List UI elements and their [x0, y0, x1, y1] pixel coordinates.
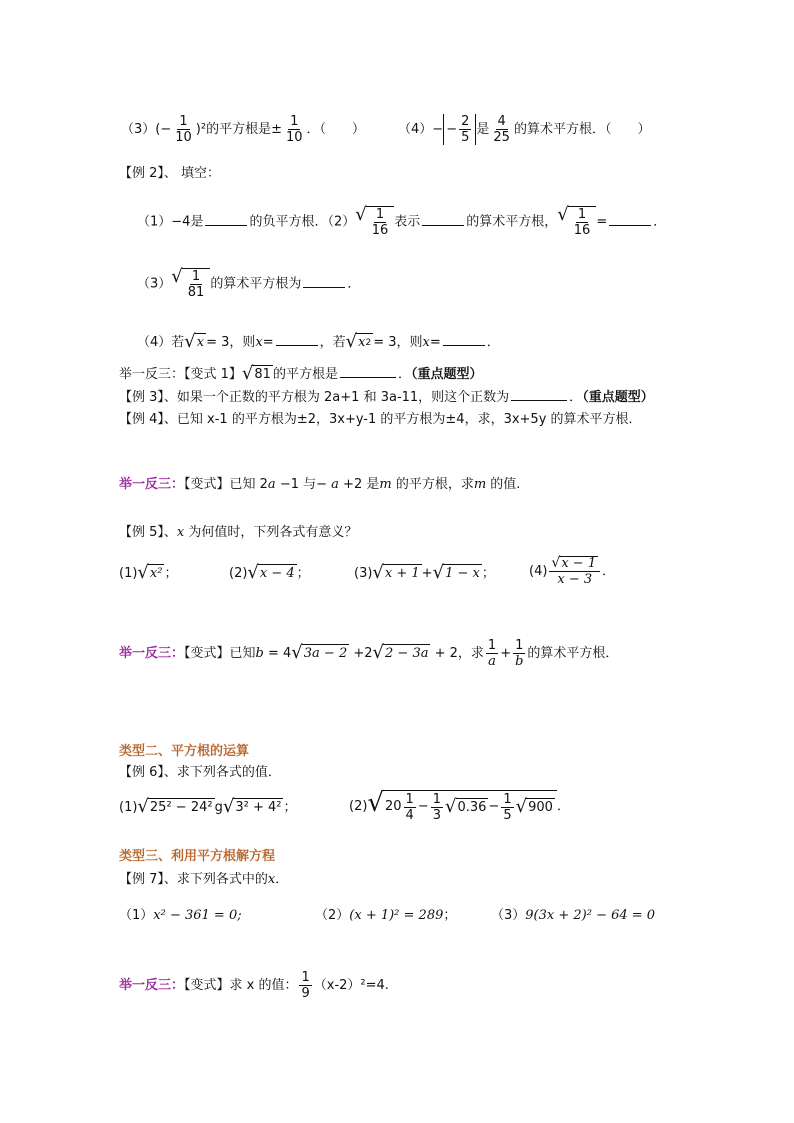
variable: b	[255, 646, 264, 661]
example-4: 【例 4】、已知 x-1 的平方根为±2，3x+y-1 的平方根为±4，求，3x+5y 的算术平方根．	[119, 412, 642, 427]
denominator: 10	[285, 130, 303, 145]
text: 的算术平方根．	[527, 646, 619, 661]
text: ．	[397, 367, 411, 382]
example-2-title: 【例 2】、 填空：	[119, 166, 221, 181]
variable: x	[255, 335, 263, 350]
text: =	[429, 335, 441, 350]
radicand: 81	[254, 367, 271, 382]
answer-blank[interactable]	[609, 213, 651, 226]
text: = 3，则	[373, 335, 423, 350]
text: ．	[569, 390, 583, 405]
item-label: (4)	[529, 564, 548, 579]
radicand: 3² + 4²	[235, 800, 282, 815]
sqrt: √ x + 1	[372, 562, 420, 583]
key-question-tag: （重点题型）	[410, 367, 483, 382]
radicand: 900	[528, 799, 553, 815]
denominator: 3	[432, 807, 442, 823]
text: −	[417, 799, 429, 814]
text: = 4	[263, 646, 292, 661]
radicand: 3a − 2	[303, 646, 348, 661]
numerator: 4	[497, 114, 506, 129]
text: g	[214, 800, 223, 815]
variable: m	[473, 477, 487, 492]
item-label: （3）	[121, 122, 156, 137]
item-1	[119, 562, 177, 583]
variation-4	[119, 970, 389, 1001]
numerator: 1	[191, 269, 201, 284]
example-2-item-1	[137, 206, 666, 238]
numerator: 1	[487, 638, 497, 653]
text: =	[262, 335, 274, 350]
numerator: 1	[179, 114, 188, 129]
answer-blank[interactable]	[443, 333, 485, 346]
variation-2	[119, 473, 520, 492]
text: ．	[347, 276, 361, 292]
item-4	[529, 556, 615, 587]
text: 的算术平方根，	[466, 214, 558, 230]
item-label: （1）	[137, 214, 172, 230]
fraction	[459, 114, 471, 145]
text: +	[500, 646, 512, 661]
variation-1	[119, 363, 482, 384]
text: 【变式】求 x 的值：	[184, 978, 298, 993]
absolute-value	[443, 114, 476, 145]
fraction	[173, 114, 194, 145]
text: ．	[653, 214, 667, 230]
numerator: 2	[461, 114, 470, 129]
item-label: (3)	[354, 566, 373, 581]
text: 表示	[394, 214, 421, 230]
variable: x	[422, 335, 430, 350]
text: 举一反三：【变式 1】	[119, 367, 242, 382]
radicand: 0.36	[457, 799, 487, 815]
text: ；	[296, 566, 310, 581]
exercise-1-4	[398, 114, 650, 145]
numerator: 1	[432, 791, 442, 807]
equation: x² − 361 = 0;	[153, 908, 242, 923]
text: ．	[275, 872, 289, 887]
sqrt: √ 20 $\frac{1}{4}$ − $\frac{1}{3}$ √ 0.36 − $\frac{1}{5}$ √ 900	[367, 790, 557, 823]
numerator: 1	[405, 791, 414, 807]
item-label: （1）	[119, 908, 154, 923]
numerator: 1	[290, 114, 299, 129]
text: 【变式】已知	[184, 646, 256, 661]
text: 是	[476, 122, 490, 137]
radicand: x	[358, 335, 366, 350]
numerator: 1	[577, 207, 587, 222]
variable: m	[379, 477, 392, 492]
text: ．（ ）	[306, 122, 366, 137]
sqrt: √ 3² + 4²	[222, 796, 282, 817]
sqrt: √ x − 4	[247, 562, 295, 583]
text: +2	[349, 646, 373, 661]
sqrt: √ 25² − 24²	[137, 796, 213, 817]
item-label: （3）	[491, 908, 526, 923]
example-2-item-4	[137, 331, 500, 352]
text: −	[446, 122, 458, 137]
section-type-2: 类型二、平方根的运算	[119, 744, 250, 759]
numerator: 1	[515, 638, 524, 653]
text: = 3，则	[206, 335, 256, 350]
item-label: （2）	[315, 908, 350, 923]
sqrt: √ 3a − 2	[291, 642, 348, 663]
text: 的算术平方根为	[210, 276, 302, 292]
practice-label: 举一反三：	[119, 978, 185, 993]
radicand: 1 − x	[445, 566, 480, 581]
item-label: (1)	[119, 800, 138, 815]
fraction	[299, 970, 311, 1001]
denominator: 16	[371, 223, 389, 238]
sqrt: √ 0.36	[445, 795, 487, 817]
key-question-tag: （重点题型）	[582, 390, 654, 405]
radicand: x − 4	[259, 566, 295, 581]
text: 【例 7】、求下列各式中的	[119, 872, 268, 887]
example-6: 【例 6】、求下列各式的值．	[119, 765, 281, 780]
fraction	[370, 207, 391, 238]
text: 为何值时，下列各式有意义？	[184, 525, 358, 540]
answer-blank[interactable]	[276, 333, 318, 346]
fraction	[572, 207, 593, 238]
exercise-1-3	[121, 114, 365, 145]
equation: (x + 1)² = 289	[349, 908, 444, 923]
text: ．	[602, 564, 616, 579]
text: )²的平方根是±	[195, 122, 282, 137]
fraction	[491, 114, 512, 145]
denominator: 9	[301, 986, 310, 1001]
practice-label: 举一反三：	[119, 646, 185, 661]
item-2	[315, 904, 456, 923]
fraction	[431, 792, 443, 823]
variable: a	[267, 477, 276, 492]
example-7	[119, 868, 288, 887]
answer-blank[interactable]	[340, 365, 396, 378]
text: −	[488, 799, 500, 814]
text: 的负平方根．（2）	[249, 214, 356, 230]
text: −	[432, 122, 444, 137]
item-1	[119, 904, 242, 923]
practice-label: 举一反三：	[119, 477, 185, 492]
text: =	[596, 214, 608, 230]
denominator: 5	[503, 807, 512, 823]
text: 的平方根是	[272, 367, 338, 382]
fraction	[404, 792, 416, 823]
item-2	[349, 790, 570, 823]
text: 【例 5】、	[119, 525, 177, 540]
example-5	[119, 521, 357, 540]
sqrt: √ $\frac{1}{16}$	[557, 206, 596, 238]
answer-blank[interactable]	[511, 388, 567, 401]
numerator: 1	[503, 791, 512, 807]
item-label: (2)	[229, 566, 248, 581]
fraction	[186, 269, 207, 300]
text: ；	[443, 908, 457, 923]
example-3	[119, 386, 654, 405]
variation-3	[119, 638, 618, 669]
variable: x	[267, 872, 276, 887]
radicand: x − 1	[561, 556, 597, 571]
text: (−	[155, 122, 172, 137]
text: ；	[164, 566, 178, 581]
text: + 2，求	[430, 646, 484, 661]
denominator: 5	[461, 130, 470, 145]
denominator: 16	[573, 223, 591, 238]
text: ；	[283, 800, 297, 815]
sqrt: √ $\frac{1}{16}$	[355, 206, 394, 238]
sqrt: √ 2 − 3a	[372, 642, 429, 663]
item-3	[491, 904, 655, 923]
denominator: 25	[493, 130, 510, 145]
text: 【变式】已知 2	[184, 477, 268, 492]
numerator: 1	[301, 970, 310, 985]
sqrt: √ 1 − x	[432, 562, 480, 583]
denominator: 81	[187, 285, 205, 300]
text: ．	[556, 799, 570, 814]
item-label: (1)	[119, 566, 138, 581]
denominator: 4	[405, 807, 414, 823]
fraction	[513, 638, 525, 669]
sqrt: √ 81	[241, 363, 271, 384]
numerator: 1	[375, 207, 385, 222]
radicand: x	[196, 335, 205, 350]
text: 【例 3】、如果一个正数的平方根为 2a+1 和 3a-11，则这个正数为	[119, 390, 510, 405]
radicand: 2 − 3a	[385, 646, 429, 661]
fraction	[284, 114, 305, 145]
item-label: （3）	[137, 276, 172, 292]
text: +2 是	[338, 477, 380, 492]
text: 的值.	[486, 477, 521, 492]
item-label: （4）	[398, 122, 433, 137]
item-label: (2)	[349, 799, 368, 814]
text: （x-2）²=4.	[313, 978, 389, 993]
text: ，若	[319, 335, 346, 350]
fraction: √ x − 1 x − 3	[549, 556, 600, 587]
example-2-item-3	[137, 268, 360, 300]
variable: x	[176, 525, 185, 540]
item-3	[354, 562, 495, 583]
answer-blank[interactable]	[422, 213, 464, 226]
denominator: b	[515, 654, 524, 669]
text: −4是	[171, 214, 204, 230]
fraction	[501, 792, 513, 823]
text: 20	[385, 799, 402, 814]
text: 的算术平方根．（ ）	[513, 122, 651, 137]
denominator: a	[488, 654, 496, 669]
text: ；	[481, 566, 495, 581]
denominator: x − 3	[557, 572, 593, 587]
sqrt: √ 900	[515, 795, 553, 817]
answer-blank[interactable]	[205, 213, 247, 226]
equation: 9(3x + 2)² − 64 = 0	[525, 908, 656, 923]
sqrt: √ x²	[137, 562, 163, 583]
answer-blank[interactable]	[303, 275, 345, 288]
sqrt: √ x	[184, 331, 205, 352]
denominator: 10	[175, 130, 192, 145]
section-type-3: 类型三、利用平方根解方程	[119, 849, 276, 864]
sqrt: √ x 2	[345, 331, 372, 352]
text: 的平方根，求	[391, 477, 474, 492]
item-1	[119, 796, 296, 817]
radicand: x + 1	[384, 566, 420, 581]
fraction	[486, 638, 498, 669]
item-2	[229, 562, 310, 583]
item-label: （4）若	[137, 335, 185, 350]
text: −1 与−	[275, 477, 332, 492]
text: +	[421, 566, 433, 581]
radicand: 25² − 24²	[149, 800, 213, 815]
variable: a	[331, 477, 339, 492]
sqrt: √ $\frac{1}{81}$	[171, 268, 210, 300]
radicand: x²	[149, 566, 163, 581]
text: ．	[486, 335, 500, 350]
